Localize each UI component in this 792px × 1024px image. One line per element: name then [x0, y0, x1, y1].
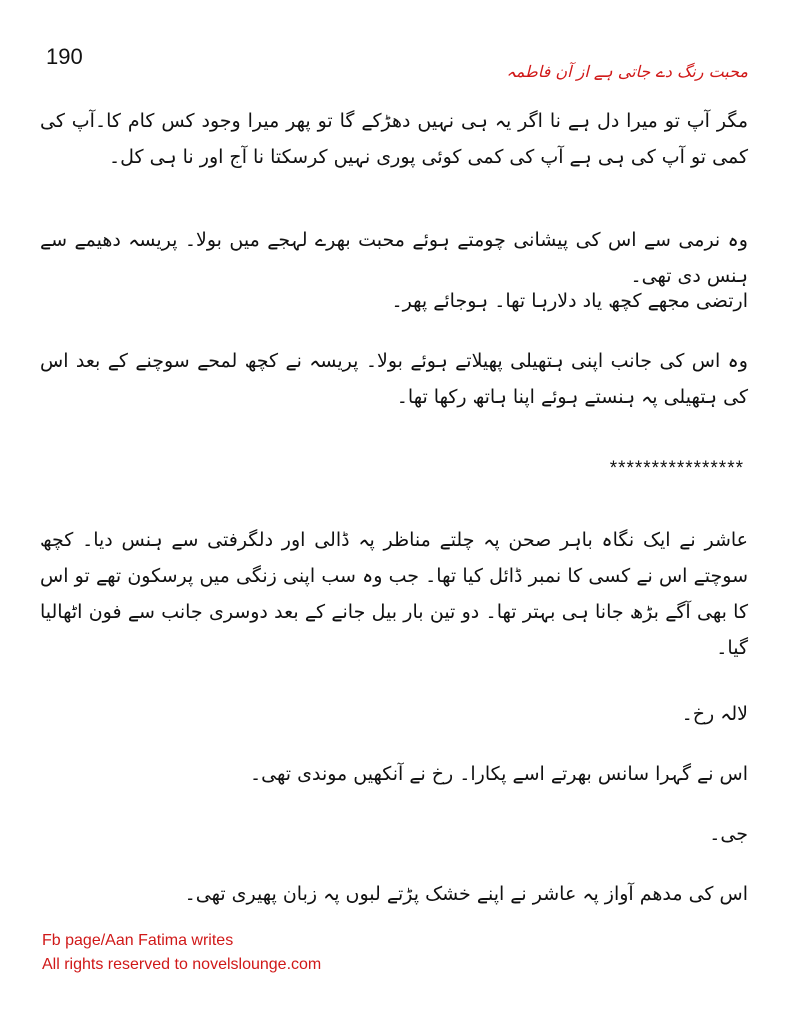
paragraph-9: اس کی مدھم آواز پہ عاشر نے اپنے خشک پڑتے لبوں پہ زبان پھیری تھی۔ — [184, 883, 748, 905]
paragraph-8: جی۔ — [709, 823, 748, 845]
paragraph-1: مگر آپ تو میرا دل ہے نا اگر یہ ہی نہیں دھڑکے گا تو پھر میرا وجود کس کام کا۔آپ کی کمی تو آپ کی ہی ہے آپ کی کمی کوئی پوری نہیں کرسکتا نا آج اور نا ہی کل۔ — [40, 110, 748, 168]
paragraph-5: عاشر نے ایک نگاہ باہر صحن پہ چلتے مناظر پہ ڈالی اور دلگرفتی سے ہنس دیا۔ کچھ سوچتے اس نے کسی کا نمبر ڈائل کیا تھا۔ جب وہ سب اپنی زنگی میں پرسکون تھے تو اس کا بھی آگے بڑھ جانا ہی بہتر تھا۔ دو تین بار بیل جانے کے بعد دوسری جانب سے فون اٹھالیا گیا۔ — [40, 529, 748, 659]
paragraph-2: وہ نرمی سے اس کی پیشانی چومتے ہوئے محبت بھرے لہجے میں بولا۔ پریسہ دھیمے سے ہنس دی تھی۔ — [40, 229, 748, 287]
page-number: 190 — [46, 44, 83, 69]
section-separator: **************** — [609, 458, 744, 479]
paragraph-4: وہ اس کی جانب اپنی ہتھیلی پھیلاتے ہوئے بولا۔ پریسہ نے کچھ لمحے سوچنے کے بعد اس کی ہتھیلی پہ ہنستے ہوئے اپنا ہاتھ رکھا تھا۔ — [40, 350, 748, 408]
paragraph-7: اس نے گہرا سانس بھرتے اسے پکارا۔ رخ نے آنکھیں موندی تھی۔ — [250, 763, 748, 785]
footer-credit: Fb page/Aan Fatima writes — [42, 932, 234, 949]
paragraph-6: لالہ رخ۔ — [681, 703, 748, 725]
footer-rights: All rights reserved to novelslounge.com — [42, 956, 322, 973]
paragraph-3: ارتضی مجھے کچھ یاد دلارہا تھا۔ ہوجائے پھر۔ — [391, 290, 748, 312]
running-title: محبت رنگ دے جاتی ہے از آن فاطمہ — [506, 62, 748, 81]
